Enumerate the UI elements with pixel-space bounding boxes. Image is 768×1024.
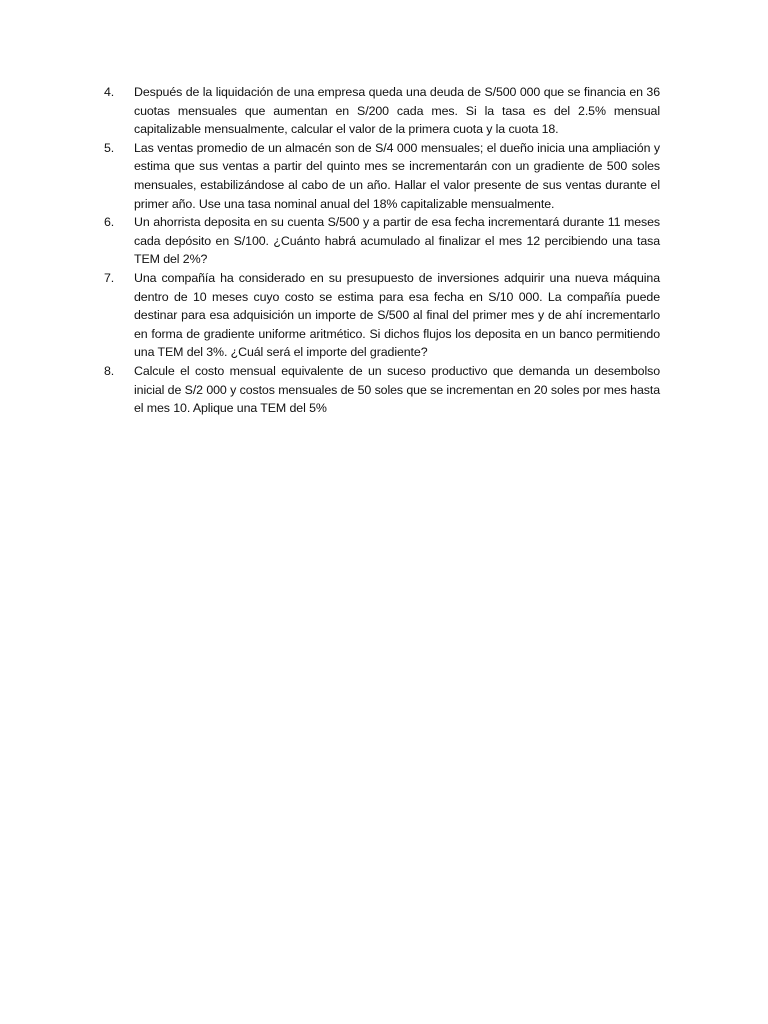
exercise-item-7 xyxy=(104,269,660,362)
exercise-text: Después de la liquidación de una empresa queda una deuda de S/500 000 que se financia en 36 cuotas mensuales que aumentan en S/200 cada mes. Si la tasa es del 2.5% mensual capitalizable mensualmente, calcular el valor de la primera cuota y la cuota 18. xyxy=(134,85,660,137)
exercise-text: Las ventas promedio de un almacén son de S/4 000 mensuales; el dueño inicia una ampliación y estima que sus ventas a partir del quinto mes se incrementarán con un gradiente de 500 soles mensuales, estabilizándose al cabo de un año. Hallar el valor presente de sus ventas durante el primer año. Use una tasa nominal anual del 18% capitalizable mensualmente. xyxy=(134,140,660,211)
exercise-number: 5. xyxy=(104,140,115,155)
exercise-number: 4. xyxy=(104,85,115,99)
exercise-text: Un ahorrista deposita en su cuenta S/500 y a partir de esa fecha incrementará durante 11 meses cada depósito en S/100. ¿Cuánto habrá acumulado al finalizar el mes 12 percibiendo una tasa TEM del 2%? xyxy=(134,215,660,267)
exercise-text: Una compañía ha considerado en su presupuesto de inversiones adquirir una nueva máquina dentro de 10 meses cuyo costo se estima para esa fecha en S/10 000. La compañía puede destinar para esa adquisición un importe de S/500 al final del primer mes y de ahí incrementarlo en forma de gradiente uniforme aritmético. Si dichos flujos los deposita en un banco permitiendo una TEM del 3%. ¿Cuál será el importe del gradiente? xyxy=(134,270,660,360)
exercise-text: Calcule el costo mensual equivalente de un suceso productivo que demanda un desembolso inicial de S/2 000 y costos mensuales de 50 soles que se incrementan en 20 soles por mes hasta el mes 10. Aplique una TEM del 5% xyxy=(134,363,660,416)
exercise-number: 7. xyxy=(104,270,115,285)
exercise-item-4 xyxy=(104,83,660,139)
exercise-item-5 xyxy=(104,139,660,213)
exercise-number: 6. xyxy=(104,215,115,230)
exercise-number: 8. xyxy=(104,363,115,378)
exercise-item-8 xyxy=(104,362,660,418)
exercise-item-6 xyxy=(104,213,660,269)
exercise-list xyxy=(104,83,660,418)
